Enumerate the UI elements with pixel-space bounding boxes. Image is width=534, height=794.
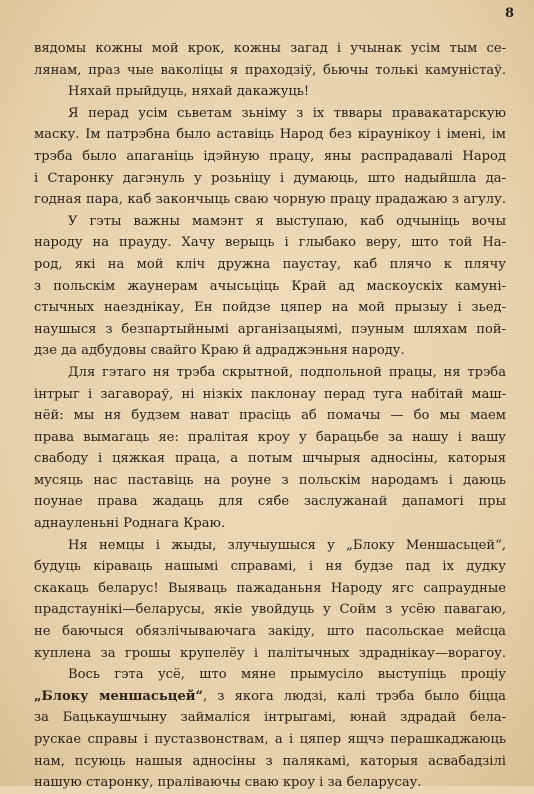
page-number: 8 xyxy=(504,6,514,21)
text-line: права вымагаць яе: пралітая кроу у барацьбе за нашу і вашу xyxy=(34,429,506,445)
text-line: свабоду і цяжкая праца, а потым шчырыя адносіны, каторыя xyxy=(34,451,506,467)
text-line: інтрыг і загавораў, ні нізкіх паклонау перад туга набітай маш- xyxy=(34,386,506,402)
text-line: аднауленьні Роднага Краю. xyxy=(34,516,226,532)
document-body xyxy=(34,38,506,794)
text-line: скакаць беларус! Выяваць пажаданьня Народу ягс сапраудные xyxy=(34,580,506,596)
text-line: Ня немцы і жыды, злучыушыся у „Блоку Меншасьцей“, xyxy=(68,537,506,553)
bold-phrase: „Блоку меншасьцей“ xyxy=(34,688,204,704)
text-line: народу на прауду. Хачу верыць і глыбако веру, што той На- xyxy=(34,235,506,251)
text-line: Для гэтаго ня трэба скрытной, подпольной працы, ня трэба xyxy=(68,364,506,380)
text-line: годная пара, каб закончыць сваю чорную працу прадажаю з агулу. xyxy=(34,192,506,208)
text-line: з польскім жаунерам ачысьціць Край ад маскоускіх камуні- xyxy=(34,278,506,294)
text-line: не баючыся обязлічываючага закіду, што пасольскае мейсца xyxy=(34,624,506,640)
text-line: Няхай прыйдуць, няхай дакажуць! xyxy=(68,84,310,100)
text-line: маску. Ім патрэбна было аставіць Народ без кіраунікоу і імені, ім xyxy=(34,127,506,143)
text-line: вядомы кожны мой крок, кожны загад і учынак усім тым се- xyxy=(34,41,506,56)
text-line: нам, псуюць нашыя адносіны з палякамі, каторыя асвабадзілі xyxy=(34,753,506,769)
text-line: прадстаунікі—беларусы, якіе увойдуць у Сойм з усёю павагаю, xyxy=(34,602,506,618)
text-line: „Блоку меншасьцей“, з якога людзі, калі трэба было біцца xyxy=(34,688,506,704)
text-line: дзе да адбудовы свайго Краю й адраджэньня народу. xyxy=(34,343,405,359)
text-line: рускае справы і пустазвонствам, а і цяпер ящчэ перашкаджаюць xyxy=(34,732,506,747)
text-line: за Бацькаушчыну займаліся інтрыгамі, юнай здрадай бела- xyxy=(34,710,506,726)
text-line: нашую старонку, праліваючы сваю кроу і за беларусау. xyxy=(34,775,422,791)
text-line: мусяць нас паставіць на роуне з польскім народамъ і даюць xyxy=(34,472,506,488)
text-line: лянам, праз чые ваколіцы я праходзіў, бьючы толькі камуністаў. xyxy=(34,62,506,78)
text-line: поунае права жадаць для сябе заслужанай дапамогі пры xyxy=(34,494,506,510)
text-line: і Старонку дагэнуль у розьніцу і думаюць, што надыйшла да- xyxy=(34,170,506,186)
text-line: куплена за грошы крупелёу і палітычных здраднікау—ворагоу. xyxy=(34,645,506,661)
text-line: нёй: мы ня будзем нават прасіць аб помачы — бо мы маем xyxy=(34,408,506,424)
text-line: будуць кіраваць нашымі справамі, і ня будзе пад іх дудку xyxy=(34,559,506,575)
text-line: трэба было апаганіць ідэйную працу, яны распрадавалі Народ xyxy=(34,148,506,164)
text-line: стычных наезднікау, Ен пойдзе цяпер на мой прызыу і зьед- xyxy=(34,300,506,316)
text-line: Я перад усім сьветам зьніму з іх тввары правакатарскую xyxy=(68,105,506,121)
text-line: У гэты важны мамэнт я выступаю, каб одчыніць вочы xyxy=(68,213,506,229)
text-line: Вось гэта усё, што мяне прымусіло выступіць проціу xyxy=(68,667,506,683)
text-line: род, які на мой кліч дружна паустау, каб плячо к плячу xyxy=(34,256,506,272)
text-line: наушыся з безпартыйнымі арганізацыямі, пэуным шляхам пой- xyxy=(34,321,506,337)
